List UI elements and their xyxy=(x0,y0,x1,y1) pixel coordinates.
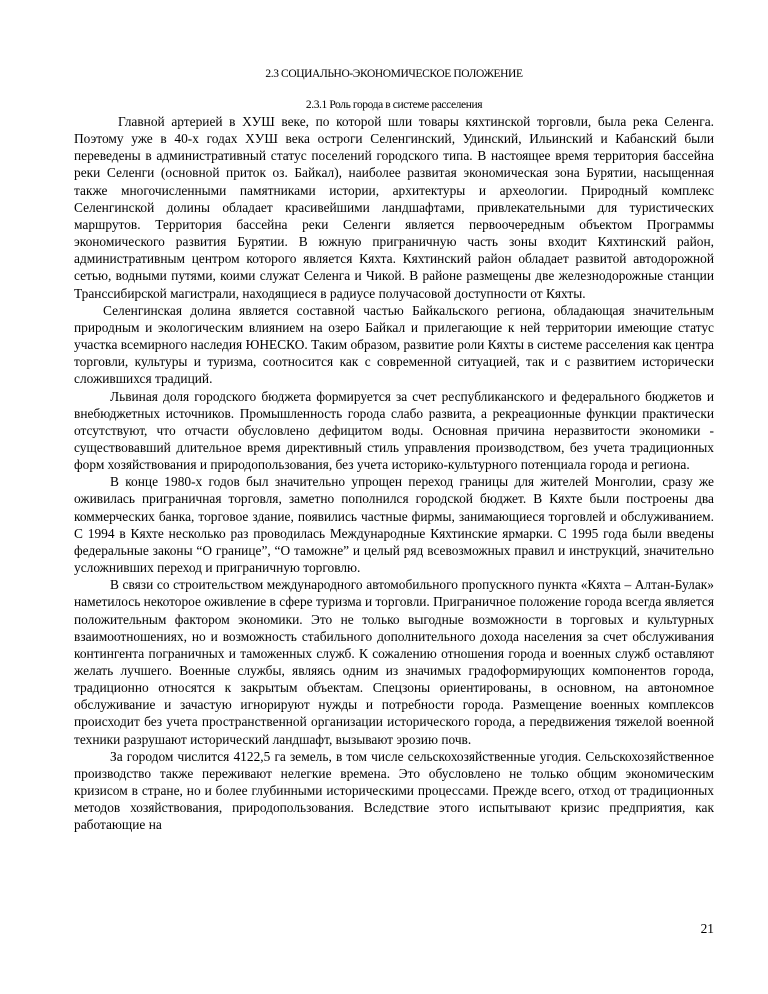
document-page xyxy=(74,66,714,834)
subsection-title: 2.3.1 Роль города в системе расселения xyxy=(305,99,483,111)
paragraph-6: За городом числится 4122,5 га земель, в том числе сельскохозяйственные угодия. Сельскохозяйственное производство также переживают нелегкие времена. Это обусловлено не только общим экономическим кризисом в стране, но и более глубинными историческими процессами. Прежде всего, отход от традиционных методов хозяйствования, природопользования. Вследствие этого испытывают кризис предприятия, как работающие на xyxy=(74,748,714,833)
paragraph-5: В связи со строительством международного автомобильного пропускного пункта «Кяхта – Алтан-Булак» наметилось некоторое оживление в сфере туризма и торговли. Приграничное положение города всегда является положительным фактором экономики. Это не только выгодные возможности в торговых и культурных взаимоотношениях, но и возможность стабильного дополнительного дохода населения за счет обслуживания контингента пограничных и таможенных служб. К сожалению отношения города и военных служб оставляют желать лучшего. Военные службы, являясь одним из значимых градоформирующих компонентов города, традиционно относятся к закрытым объектам. Спецзоны ориентированы, в основном, на автономное обслуживание и зачастую игнорируют нужды и потребности города. Размещение военных комплексов происходит без учета пространственной организации исторического города, а передвижения тяжелой военной техники разрушают исторический ландшафт, вызывают эрозию почв. xyxy=(74,577,714,747)
section-title: 2.3 СОЦИАЛЬНО-ЭКОНОМИЧЕСКОЕ ПОЛОЖЕНИЕ xyxy=(265,68,523,80)
paragraph-2: Селенгинская долина является составной частью Байкальского региона, обладающая значительным природным и экологическим влиянием на озеро Байкал и прилегающие к ней территории имеющие статус участка всемирного наследия ЮНЕСКО. Таким образом, развитие роли Кяхты в системе расселения как центра торговли, культуры и туризма, соотносится как с современной ситуацией, так и с развитием исторически сложившихся традиций. xyxy=(74,302,714,387)
paragraph-4: В конце 1980-х годов был значительно упрощен переход границы для жителей Монголии, сразу же оживилась приграничная торговля, заметно пополнился городской бюджет. В Кяхте были построены два коммерческих банка, торговое здание, появились частные фирмы, занимающиеся торговлей и обслуживанием. С 1994 в Кяхте несколько раз проводилась Международные Кяхтинские ярмарки. С 1995 года были введены федеральные законы “О границе”, “О таможне” и целый ряд всевозможных правил и инструкций, значительно усложнивших переход и приграничную торговлю. xyxy=(74,474,714,576)
page-number: 21 xyxy=(700,921,714,936)
paragraph-3: Львиная доля городского бюджета формируется за счет республиканского и федерального бюджетов и внебюджетных источников. Промышленность города слабо развита, а рекреационные функции практически отсутствуют, что отчасти обусловлено дефицитом воды. Основная причина неразвитости экономики - существовавший длительное время директивный стиль управления производством, без учета традиционных форм хозяйствования и природопользования, без учета историко-культурного потенциала города и региона. xyxy=(74,388,714,473)
paragraph-1: Главной артерией в ХУШ веке, по которой шли товары кяхтинской торговли, была река Селенга. Поэтому уже в 40-х годах ХУШ века остроги Селенгинский, Удинский, Ильинский и Кабанский были переведены в административный статус поселений городского типа. В настоящее время территория бассейна реки Селенги (основной приток оз. Байкал), наиболее развитая экономическая зона Бурятии, насыщенная также многочисленными памятниками истории, архитектуры и археологии. Природный комплекс Селенгинской долины обладает красивейшими ландшафтами, привлекательными для туристических маршрутов. Территория бассейна реки Селенги является первоочередным объектом Программы экономического развития Бурятии. В южную приграничную часть зоны входит Кяхтинский район, административным центром которого является Кяхта. Кяхтинский район обладает развитой автодорожной сетью, водными путями, коими служат Селенга и Чикой. В районе размещены две железнодорожные станции Транссибирской магистрали, находящиеся в радиусе получасовой доступности от Кяхты. xyxy=(74,114,714,301)
